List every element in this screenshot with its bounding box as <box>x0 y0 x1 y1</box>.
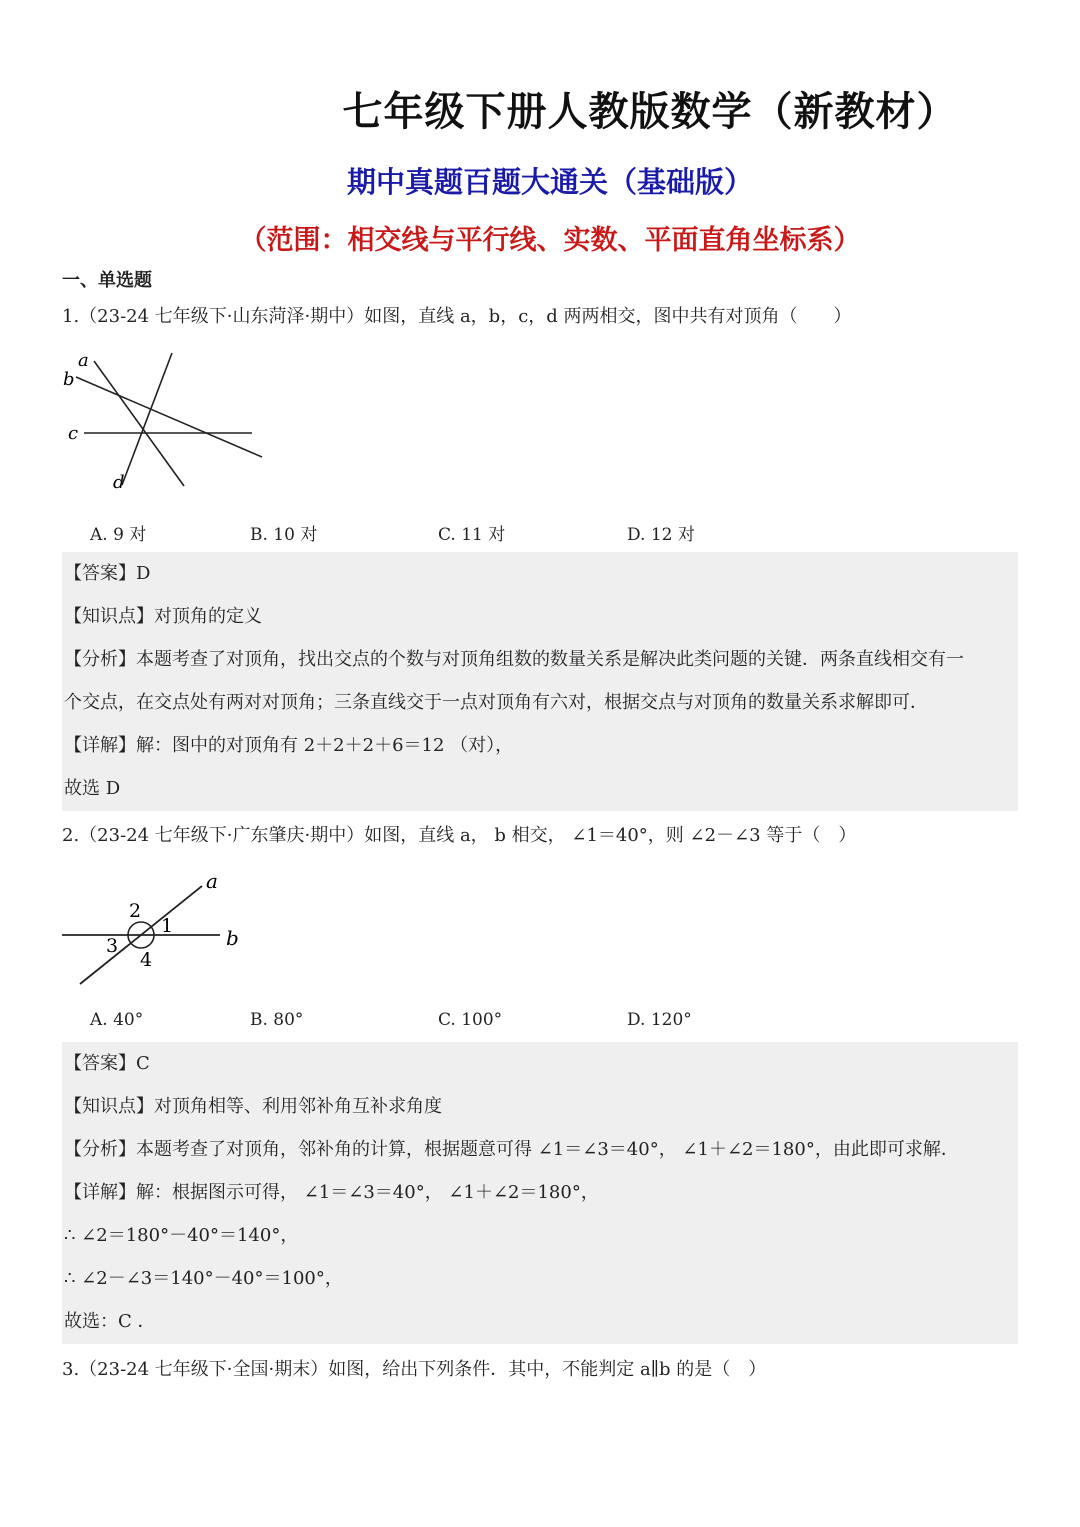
question-2-knowledge: 【知识点】对顶角相等、利用邻补角互补求角度 <box>64 1096 442 1117</box>
question-2-option-b: B. 80° <box>250 1010 304 1030</box>
question-1-analysis-line-2: 个交点，在交点处有两对对顶角；三条直线交于一点对顶角有六对，根据交点与对顶角的数量关系求解即可． <box>64 692 928 713</box>
question-2-detail-line-2: ∴ ∠2＝180°－40°＝140°， <box>64 1225 299 1246</box>
question-2-detail-line-3: ∴ ∠2－∠3＝140°－40°＝100°， <box>64 1268 343 1289</box>
label-c: c <box>68 423 79 444</box>
question-1-option-b: B. 10 对 <box>250 525 318 545</box>
question-1-option-a: A. 9 对 <box>90 525 147 545</box>
question-2-answer-box <box>62 1042 1018 1344</box>
angle-label-2: 2 <box>129 900 142 922</box>
document-title: 七年级下册人教版数学（新教材） <box>342 89 958 135</box>
line-b <box>76 377 262 457</box>
question-1-option-d: D. 12 对 <box>627 525 695 545</box>
question-2-option-c: C. 100° <box>438 1010 503 1030</box>
question-1-answer: 【答案】D <box>64 563 151 584</box>
question-2-conclusion: 故选：C ． <box>64 1311 156 1332</box>
question-2-answer: 【答案】C <box>64 1053 150 1074</box>
question-1-detail: 【详解】解：图中的对顶角有 2＋2＋2＋6＝12 （对）， <box>64 735 514 756</box>
angle-label-3: 3 <box>106 935 119 957</box>
label-a: a <box>206 870 218 893</box>
question-2-detail-line-1: 【详解】解：根据图示可得， ∠1＝∠3＝40°， ∠1＋∠2＝180°， <box>64 1182 599 1203</box>
question-3-stem: 3.（23-24 七年级下·全国·期末）如图，给出下列条件．其中，不能判定 a∥b 的是（ ） <box>62 1359 767 1380</box>
label-a: a <box>78 350 89 371</box>
document-subtitle: 期中真题百题大通关（基础版） <box>346 165 753 199</box>
question-1-option-c: C. 11 对 <box>438 525 506 545</box>
question-1-stem: 1.（23-24 七年级下·山东菏泽·期中）如图，直线 a，b，c，d 两两相交，图中共有对顶角（ ） <box>62 306 852 327</box>
label-d: d <box>113 472 125 493</box>
question-2-figure <box>60 870 260 990</box>
angle-label-1: 1 <box>161 915 174 937</box>
document-scope: （范围：相交线与平行线、实数、平面直角坐标系） <box>239 225 861 256</box>
question-2-stem: 2.（23-24 七年级下·广东肇庆·期中）如图，直线 a， b 相交， ∠1＝40°，则 ∠2－∠3 等于（ ） <box>62 825 857 846</box>
line-d <box>122 353 172 485</box>
question-2-option-a: A. 40° <box>90 1010 144 1030</box>
question-1-analysis-line-1: 【分析】本题考查了对顶角，找出交点的个数与对顶角组数的数量关系是解决此类问题的关键．两条直线相交有一 <box>64 649 964 670</box>
question-1-knowledge: 【知识点】对顶角的定义 <box>64 606 262 627</box>
question-1-conclusion: 故选 D <box>64 778 121 799</box>
line-a <box>94 361 184 486</box>
angle-label-4: 4 <box>140 949 153 971</box>
question-2-analysis: 【分析】本题考查了对顶角，邻补角的计算，根据题意可得 ∠1＝∠3＝40°， ∠1＋∠2＝180°，由此即可求解． <box>64 1139 959 1160</box>
question-1-figure <box>60 345 270 495</box>
label-b: b <box>63 369 75 390</box>
section-heading: 一、单选题 <box>62 270 152 291</box>
question-2-option-d: D. 120° <box>627 1010 692 1030</box>
question-1-answer-box <box>62 552 1018 811</box>
label-b: b <box>226 926 239 950</box>
